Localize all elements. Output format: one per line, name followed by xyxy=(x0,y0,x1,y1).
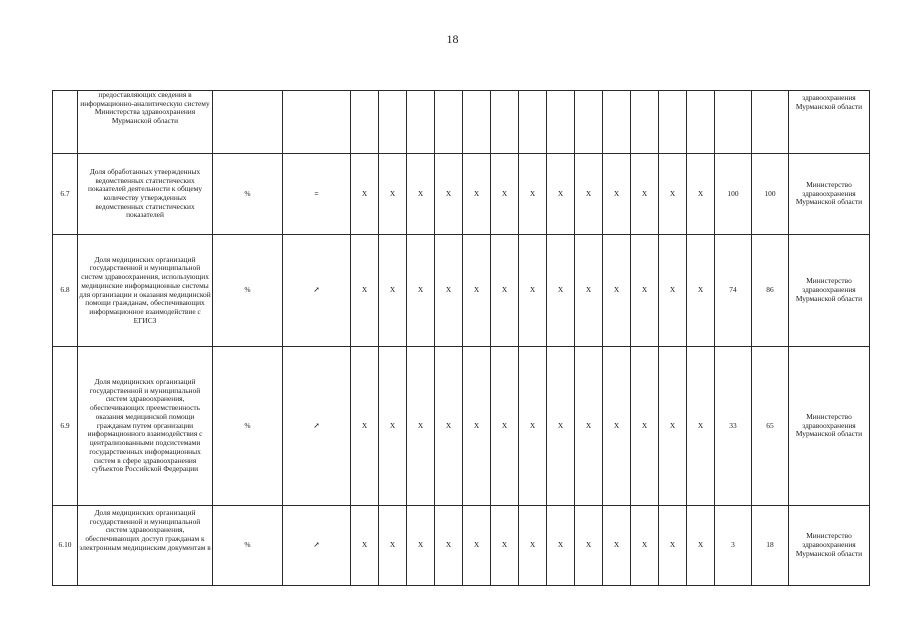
year-value-cell: X xyxy=(351,347,379,506)
year-value-cell: X xyxy=(463,154,491,235)
base-value xyxy=(715,91,752,154)
year-value-cell xyxy=(687,91,715,154)
year-value-cell: X xyxy=(463,235,491,347)
year-value-cell: X xyxy=(519,506,547,586)
base-value: 3 xyxy=(715,506,752,586)
year-value-cell: X xyxy=(407,154,435,235)
row-number: 6.10 xyxy=(53,506,78,586)
responsible-org: Министерство здравоохранения Мурманской области xyxy=(789,506,870,586)
indicator-name: предоставляющих сведения в информационно-аналитическую систему Министерства здравоохранения Мурманской области xyxy=(78,91,213,154)
year-value-cell: X xyxy=(351,235,379,347)
table-row xyxy=(53,506,870,586)
year-value-cell: X xyxy=(379,154,407,235)
base-value: 33 xyxy=(715,347,752,506)
year-value-cell xyxy=(659,91,687,154)
year-value-cell: X xyxy=(463,506,491,586)
unit-cell xyxy=(213,91,283,154)
table-row xyxy=(53,347,870,506)
year-value-cell: X xyxy=(519,235,547,347)
year-value-cell: X xyxy=(547,235,575,347)
unit-cell: % xyxy=(213,347,283,506)
indicator-name: Доля медицинских организаций государственной и муниципальной систем здравоохранения, обеспечивающих доступ гражданам к электронным медицинским документам в xyxy=(78,506,213,586)
responsible-org: Министерство здравоохранения Мурманской области xyxy=(789,235,870,347)
row-number: 6.9 xyxy=(53,347,78,506)
year-value-cell: X xyxy=(435,235,463,347)
trend-arrow-icon: ↗ xyxy=(283,506,351,586)
year-value-cell xyxy=(351,91,379,154)
year-value-cell: X xyxy=(603,235,631,347)
year-value-cell xyxy=(435,91,463,154)
row-number xyxy=(53,91,78,154)
year-value-cell: X xyxy=(659,506,687,586)
trend-arrow-icon: ↗ xyxy=(283,235,351,347)
year-value-cell: X xyxy=(351,154,379,235)
year-value-cell: X xyxy=(435,506,463,586)
row-number: 6.7 xyxy=(53,154,78,235)
target-value: 100 xyxy=(752,154,789,235)
year-value-cell: X xyxy=(351,506,379,586)
year-value-cell: X xyxy=(603,347,631,506)
year-value-cell: X xyxy=(659,347,687,506)
year-value-cell xyxy=(519,91,547,154)
year-value-cell xyxy=(575,91,603,154)
unit-cell: % xyxy=(213,235,283,347)
year-value-cell: X xyxy=(659,154,687,235)
indicator-name: Доля обработанных утвержденных ведомственных статистических показателей деятельности к общему количеству утвержденных ведомственных статистических показателей xyxy=(78,154,213,235)
year-value-cell xyxy=(603,91,631,154)
year-value-cell: X xyxy=(547,347,575,506)
year-value-cell: X xyxy=(575,154,603,235)
trend-arrow-icon: = xyxy=(283,154,351,235)
table-row xyxy=(53,154,870,235)
year-value-cell: X xyxy=(631,235,659,347)
year-value-cell: X xyxy=(379,506,407,586)
indicator-name: Доля медицинских организаций государственной и муниципальной систем здравоохранения, обеспечивающих преемственность оказания медицинской помощи гражданам путем организации информационного взаимодействия с централизованными подсистемами государственных информационных систем в сфере здравоохранения субъектов Российской Федерации xyxy=(78,347,213,506)
year-value-cell: X xyxy=(631,347,659,506)
year-value-cell: X xyxy=(491,154,519,235)
indicators-table xyxy=(52,90,870,586)
target-value: 65 xyxy=(752,347,789,506)
target-value xyxy=(752,91,789,154)
year-value-cell: X xyxy=(687,506,715,586)
year-value-cell: X xyxy=(659,235,687,347)
base-value: 100 xyxy=(715,154,752,235)
year-value-cell: X xyxy=(519,154,547,235)
year-value-cell: X xyxy=(407,347,435,506)
year-value-cell: X xyxy=(547,154,575,235)
row-number: 6.8 xyxy=(53,235,78,347)
year-value-cell: X xyxy=(463,347,491,506)
indicator-name: Доля медицинских организаций государственной и муниципальной систем здравоохранения, использующих медицинские информационные системы для организации и оказания медицинской помощи гражданам, обеспечивающих информационное взаимодействие с ЕГИСЗ xyxy=(78,235,213,347)
year-value-cell: X xyxy=(519,347,547,506)
responsible-org: Министерство здравоохранения Мурманской области xyxy=(789,154,870,235)
unit-cell: % xyxy=(213,506,283,586)
year-value-cell: X xyxy=(631,154,659,235)
responsible-org: Министерство здравоохранения Мурманской области xyxy=(789,347,870,506)
table-row xyxy=(53,91,870,154)
base-value: 74 xyxy=(715,235,752,347)
year-value-cell xyxy=(547,91,575,154)
unit-cell: % xyxy=(213,154,283,235)
year-value-cell xyxy=(631,91,659,154)
year-value-cell: X xyxy=(435,154,463,235)
year-value-cell xyxy=(491,91,519,154)
year-value-cell: X xyxy=(379,235,407,347)
year-value-cell: X xyxy=(687,347,715,506)
year-value-cell: X xyxy=(631,506,659,586)
year-value-cell: X xyxy=(491,506,519,586)
year-value-cell: X xyxy=(491,347,519,506)
responsible-org: здравоохранения Мурманской области xyxy=(789,91,870,154)
table-row xyxy=(53,235,870,347)
year-value-cell xyxy=(407,91,435,154)
year-value-cell: X xyxy=(687,235,715,347)
table-body xyxy=(53,91,870,586)
year-value-cell: X xyxy=(603,506,631,586)
year-value-cell: X xyxy=(575,235,603,347)
year-value-cell: X xyxy=(603,154,631,235)
year-value-cell: X xyxy=(407,235,435,347)
year-value-cell: X xyxy=(491,235,519,347)
year-value-cell: X xyxy=(435,347,463,506)
year-value-cell: X xyxy=(687,154,715,235)
year-value-cell: X xyxy=(407,506,435,586)
trend-arrow-icon xyxy=(283,91,351,154)
target-value: 86 xyxy=(752,235,789,347)
target-value: 18 xyxy=(752,506,789,586)
year-value-cell xyxy=(463,91,491,154)
year-value-cell: X xyxy=(575,506,603,586)
page-number: 18 xyxy=(446,32,459,46)
year-value-cell: X xyxy=(379,347,407,506)
year-value-cell: X xyxy=(547,506,575,586)
trend-arrow-icon: ↗ xyxy=(283,347,351,506)
year-value-cell xyxy=(379,91,407,154)
year-value-cell: X xyxy=(575,347,603,506)
